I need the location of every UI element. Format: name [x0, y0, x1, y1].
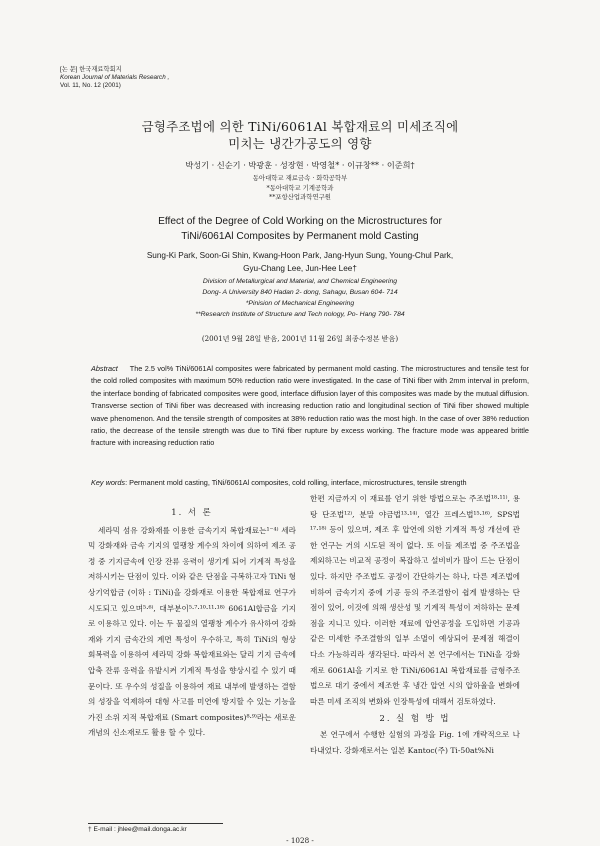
page-number: - 1028 - [286, 836, 314, 845]
korean-title-line-1: 금형주조법에 의한 TiNi/6061Al 복합재료의 미세조직에 [141, 119, 459, 134]
korean-affiliation-2: *동아대학교 기계공학과 [266, 183, 334, 192]
keywords-label: Key words [91, 478, 126, 487]
korean-title-line-2: 미치는 냉간가공도의 영향 [228, 136, 372, 151]
english-title [0, 214, 600, 244]
journal-line-2: Korean Journal of Materials Research , [60, 74, 170, 82]
english-affiliation-2: Dong- A University 840 Hadan 2- dong, Sahagu, Busan 604- 714 [202, 289, 398, 296]
english-authors [0, 250, 600, 275]
korean-affiliations [0, 174, 600, 203]
korean-affiliation-3: **포항산업과학연구원 [269, 193, 331, 202]
footnote-rule [88, 823, 223, 824]
journal-line-1: [논 문] 한국재료학회지 [60, 66, 122, 73]
korean-affiliation-1: 동아대학교 재료금속 · 화학공학부 [252, 174, 348, 182]
left-column [88, 505, 296, 741]
english-affiliation-3: *Pinision of Mechanical Engineering [245, 300, 355, 307]
abstract [91, 363, 529, 450]
received-dates: (2001년 9월 28일 받음, 2001년 11월 26일 최종수정본 받음) [201, 334, 399, 343]
english-authors-line-2: Gyu-Chang Lee, Jun-Hee Lee† [243, 263, 357, 273]
section-1-heading: 1. 서 론 [171, 507, 213, 517]
journal-line-3: Vol. 11, No. 12 (2001) [60, 82, 121, 90]
english-affiliations [0, 276, 600, 320]
section-1-paragraph-1: 세라믹 섬유 강화재를 이용한 금속기지 복합재료는¹⁻⁴⁾ 세라믹 강화재와 금속 기지의 열팽창 계수의 차이에 의하여 제조 공정 중 기지금속에 인장 잔류 응력이 생기게 되어 기계적 특성을 저하시키는 단점이 있다. 이와 같은 단점을 극복하고자 TiNi 형상기억합금 (이하 : TiNi)을 강화재로 이용한 복합재료 연구가 시도되고 있으며⁵·⁶⁾, 대부분이⁵·⁷·¹⁰·¹¹·¹⁸⁾ 6061Al합금을 기지로 이용하고 있다. 이는 두 물질의 열팽창 계수가 유사하여 강화재와 기지 금속간의 계면 특성이 우수하고, 특히 TiNi의 형상 회복력을 이용하여 세라믹 강화 복합재료와는 달리 기지 금속에 압축 잔류 응력을 유발시켜 기계적 특성을 향상시킬 수 있기 때문이다. 또 우수의 성질을 이용하여 재료 내부에 발생하는 결함의 성장을 억제하여 대형 사고를 미연에 방지할 수 있는 기능을 가진 소위 지적 복합재료 (Smart composites)⁸·⁹⁾라는 새로운 개념의 신소재로도 활용 할 수 있다. [88, 525, 296, 738]
section-2-paragraph-1: 본 연구에서 수행한 실험의 과정을 Fig. 1에 개략적으로 나타내었다. 강화재로서는 일본 Kantoc(주) Ti-50at%Ni [310, 729, 520, 755]
korean-title [0, 118, 600, 152]
english-affiliation-1: Division of Metallurgical and Material, and Chemical Engineering [202, 278, 398, 285]
english-title-line-1: Effect of the Degree of Cold Working on the Microstructures for [158, 216, 442, 227]
keywords [91, 477, 531, 488]
korean-authors: 박성기 · 신순기 · 박광훈 · 성장현 · 박영철* · 이규창** · 이준희† [185, 160, 415, 170]
journal-header [60, 66, 169, 91]
right-column [310, 491, 520, 758]
english-title-line-2: TiNi/6061Al Composites by Permanent mold Casting [181, 231, 419, 242]
section-2-heading: 2. 실 험 방 법 [379, 713, 451, 724]
abstract-text: The 2.5 vol% TiNi/6061Al composites were fabricated by permanent mold casting. The microstructures and tensile test for the cold rolled composites with maximum 50% reduction ratio were investigated. In the case of TiNi fiber with 2mm interval in preform, the interface bonding of fabricated composites were good, interface diffusion layer of this composites was made by the mutual diffusion. Transverse section of TiNi fiber was decreased with increasing reduction ratio and longitudinal section of TiNi fiber showed multiple wave phenomenon. And the tensile strength of composites at 38% reduction ratio was the most high. In the case of over 38% reduction ratio, the decrease of the tensile strength was due to TiNi fiber rupture by excess working. The fracture mode was appeared brittle fracture with increasing reduction ratio [91, 364, 529, 448]
footnote-email: † E-mail : jhlee@mail.donga.ac.kr [88, 826, 187, 833]
keywords-text: : Permanent mold casting, TiNi/6061Al composites, cold rolling, interface, microstructures, tensile strength [125, 478, 467, 487]
abstract-label: Abstract [91, 364, 118, 373]
section-1-paragraph-2: 한편 지금까지 이 재료를 얻기 위한 방법으로는 주조법¹⁸·¹¹⁾, 용탕 단조법¹²⁾, 분말 야금법¹³·¹⁴⁾, 열간 프레스법¹⁵·¹⁶⁾, SPS법¹⁷·¹⁸⁾ 등이 있으며, 제조 후 압연에 의한 기계적 특성 개선에 관한 연구는 거의 시도된 적이 없다. 또 이들 제조법 중 주조법을 제외하고는 비교적 공정이 복잡하고 설비비가 많이 드는 단점이 있다. 하지만 주조법도 공정이 간단하기는 하나, 다른 제조법에 비하여 금속기지 중에 기공 등의 주조결함이 쉽게 발생하는 단점이 있어, 이것에 의해 생산성 및 기계적 특성이 저하하는 문제점을 지니고 있다. 이러한 재료에 압연공정을 도입하면 기공과 같은 미세한 주조결함의 일부 소멸이 예상되어 문제점 해결이 다소 가능하리라 생각된다. 따라서 본 연구에서는 TiNi을 강화재로 6061Al을 기지로 한 TiNi/6061Al 복합재료를 금형주조법으로 대기 중에서 제조한 후 냉간 압연 시의 압하율을 변화에 따른 미세 조직의 변화와 인장특성에 대해서 검토하였다. [310, 494, 520, 706]
english-authors-line-1: Sung-Ki Park, Soon-Gi Shin, Kwang-Hoon Park, Jang-Hyun Sung, Young-Chul Park, [146, 251, 454, 260]
english-affiliation-4: **Research Institute of Structure and Tech nology, Po- Hang 790- 784 [195, 311, 405, 318]
